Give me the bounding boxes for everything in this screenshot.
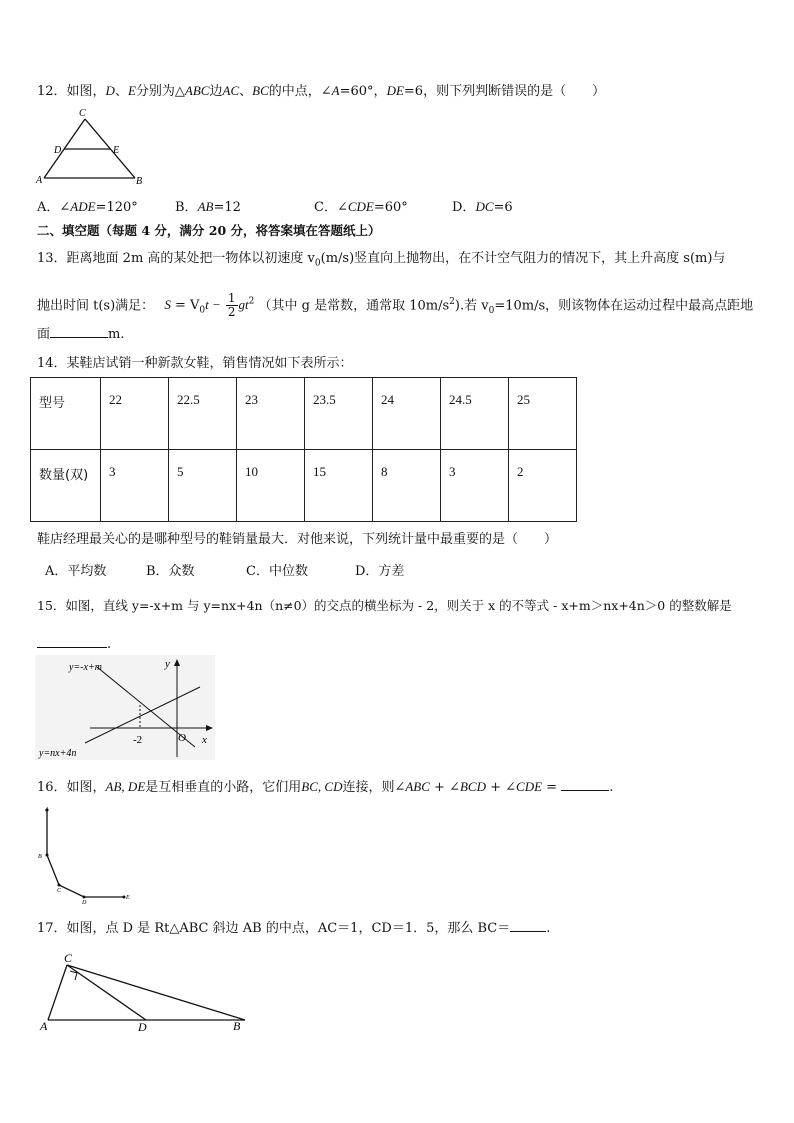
label-e: E: [113, 145, 120, 156]
text: 连接，则∠: [342, 780, 406, 795]
label-d: D: [82, 900, 87, 905]
text: 面: [37, 327, 51, 342]
count-cell: 3: [441, 450, 509, 522]
sep: 、: [239, 84, 253, 99]
q14-option-a: A．平均数: [45, 564, 107, 579]
q15-answer-line: [37, 633, 111, 654]
text: .: [609, 780, 614, 795]
option-var: ADE: [70, 199, 96, 214]
var-s: S: [164, 297, 171, 313]
q12-triangle-figure: [30, 105, 150, 190]
text: 16．如图，: [37, 780, 106, 795]
text: 17．如图，点 D 是 Rt△ABC 斜边 AB 的中点，AC＝1，CD＝1．5，那么 BC＝: [37, 921, 511, 936]
q13-line1: [37, 250, 725, 273]
q16-path-figure: [32, 805, 142, 905]
q12-option-a: [37, 198, 138, 217]
side-cb: [67, 965, 245, 1020]
label-b: B: [38, 854, 42, 860]
q15-stem: 15．如图，直线 y=-x+m 与 y=nx+4n（n≠0）的交点的横坐标为 - 2，则关于 x 的不等式 - x+m＞nx+4n＞0 的整数解是: [37, 598, 732, 613]
header-count: 数量(双): [31, 450, 101, 522]
q14-option-b: B．众数: [146, 564, 195, 579]
q16-stem: [37, 776, 613, 797]
option-var: CDE: [347, 199, 374, 214]
count-cell: 3: [101, 450, 169, 522]
var-de: DE: [386, 83, 404, 98]
numerator: 1: [227, 291, 236, 306]
option-label: B．: [175, 200, 198, 215]
label-c: C: [64, 951, 73, 965]
count-cell: 2: [509, 450, 577, 522]
side-ac: [48, 965, 67, 1020]
sub: 0: [488, 305, 495, 316]
option-label: A．∠: [37, 200, 71, 215]
text: =: [542, 780, 562, 795]
q12-option-c: [314, 198, 408, 217]
text: ).若 v: [454, 298, 489, 314]
right-angle-mark: [70, 971, 77, 980]
text: .: [107, 637, 112, 652]
sup: 2: [449, 297, 455, 307]
var-ab-de: AB, DE: [105, 779, 146, 794]
option-label: D．: [452, 200, 476, 215]
answer-blank[interactable]: [510, 917, 546, 932]
text: 抛出时间 t(s)满足：: [37, 298, 155, 314]
text: 13．距离地面 2m 高的某处把一物体以初速度 v: [37, 251, 315, 266]
table-row: [31, 378, 577, 450]
point-c: [58, 884, 61, 887]
text: + ∠: [429, 780, 460, 795]
q13-line3: [37, 323, 124, 344]
sub: 0: [314, 258, 321, 269]
denominator: 2: [227, 305, 236, 320]
text: =10m/s，则该物体在运动过程中最高点距地: [494, 298, 754, 314]
q17-stem: [37, 917, 550, 938]
text: m.: [108, 327, 125, 342]
shoe-sales-table: [30, 377, 577, 522]
option-label: C．∠: [314, 200, 348, 215]
size-cell: 25: [509, 378, 577, 450]
q12-stem: [37, 82, 605, 101]
text: (m/s)竖直向上抛物出，在不计空气阻力的情况下，其上升高度 s(m)与: [320, 251, 726, 266]
label-a: A: [40, 1019, 48, 1033]
q14-question: 鞋店经理最关心的是哪种型号的鞋销量最大．对他来说，下列统计量中最重要的是（ ）: [37, 532, 558, 547]
var-a: A: [331, 83, 340, 98]
angle-cde: CDE: [516, 779, 543, 794]
formula: [164, 291, 258, 320]
size-cell: 24: [373, 378, 441, 450]
label-y: y: [165, 658, 170, 670]
text: 的中点，∠: [268, 84, 332, 99]
q15-graph-figure: [35, 655, 215, 760]
label-b: B: [233, 1019, 241, 1033]
q14-stem: 14．某鞋店试销一种新款女鞋，销售情况如下表所示：: [37, 356, 353, 371]
answer-blank[interactable]: [50, 323, 108, 338]
point-d: [83, 896, 86, 899]
size-cell: 22: [101, 378, 169, 450]
text: =6，则下列判断错误的是（ ）: [403, 84, 606, 99]
label-minus2: -2: [133, 734, 143, 746]
text: = V: [170, 298, 200, 314]
var-gt: gt: [238, 297, 249, 313]
q17-triangle-figure: [30, 950, 255, 1035]
q12-option-d: [452, 198, 513, 217]
text: t −: [205, 297, 221, 313]
label-a: A: [45, 807, 49, 813]
text: 是互相垂直的小路，它们用: [145, 780, 302, 795]
q13-line2: [37, 284, 753, 320]
answer-blank[interactable]: [561, 776, 609, 791]
label-origin: O: [178, 732, 186, 744]
var-e: E: [127, 83, 136, 98]
q14-option-d: D．方差: [355, 564, 405, 579]
median-cd: [67, 965, 146, 1020]
q12-prefix: 12．如图，: [37, 84, 106, 99]
label-x: x: [202, 734, 207, 746]
triangle-abc: △ABC: [174, 83, 210, 98]
var-bc: BC: [252, 83, 269, 98]
count-cell: 10: [237, 450, 305, 522]
text: =60°，: [339, 84, 387, 99]
label-c: C: [57, 888, 62, 894]
text: （其中 g 是常数，通常取 10m/s: [258, 298, 450, 314]
table-row: [31, 450, 577, 522]
count-cell: 8: [373, 450, 441, 522]
var-ac: AC: [222, 83, 240, 98]
text: .: [546, 921, 551, 936]
option-rest: =12: [213, 200, 241, 215]
size-cell: 22.5: [169, 378, 237, 450]
label-a: A: [36, 175, 43, 186]
label-line2: y=nx+4n: [39, 748, 77, 759]
label-b: B: [136, 176, 143, 187]
label-d: D: [138, 1020, 147, 1034]
option-var: AB: [197, 199, 214, 214]
text: 边: [209, 84, 223, 99]
count-cell: 15: [305, 450, 373, 522]
size-cell: 23.5: [305, 378, 373, 450]
label-line1: y=-x+m: [69, 662, 102, 673]
size-cell: 23: [237, 378, 305, 450]
fraction-half: [226, 292, 238, 319]
text: 分别为: [135, 84, 175, 99]
angle-bcd: BCD: [459, 779, 486, 794]
option-rest: =6: [493, 200, 513, 215]
text: + ∠: [485, 780, 517, 795]
option-var: DC: [475, 199, 494, 214]
var-bc-cd: BC, CD: [301, 779, 343, 794]
option-rest: =60°: [373, 200, 408, 215]
section-title: 二、填空题（每题 4 分，满分 20 分，将答案填在答题纸上）: [37, 223, 381, 238]
angle-abc: ABC: [405, 779, 430, 794]
sep: 、: [114, 84, 128, 99]
var-d: D: [105, 83, 115, 98]
q12-option-b: [175, 198, 241, 217]
label-c: C: [79, 108, 86, 119]
header-size: 型号: [31, 378, 101, 450]
option-rest: =120°: [95, 200, 138, 215]
sup: 2: [248, 297, 255, 307]
count-cell: 5: [169, 450, 237, 522]
size-cell: 24.5: [441, 378, 509, 450]
label-d: D: [54, 145, 62, 156]
answer-blank[interactable]: [37, 633, 107, 648]
sub: 0: [199, 305, 206, 316]
label-e: E: [126, 895, 130, 901]
point-b: [46, 854, 49, 857]
q14-option-c: C．中位数: [246, 564, 308, 579]
